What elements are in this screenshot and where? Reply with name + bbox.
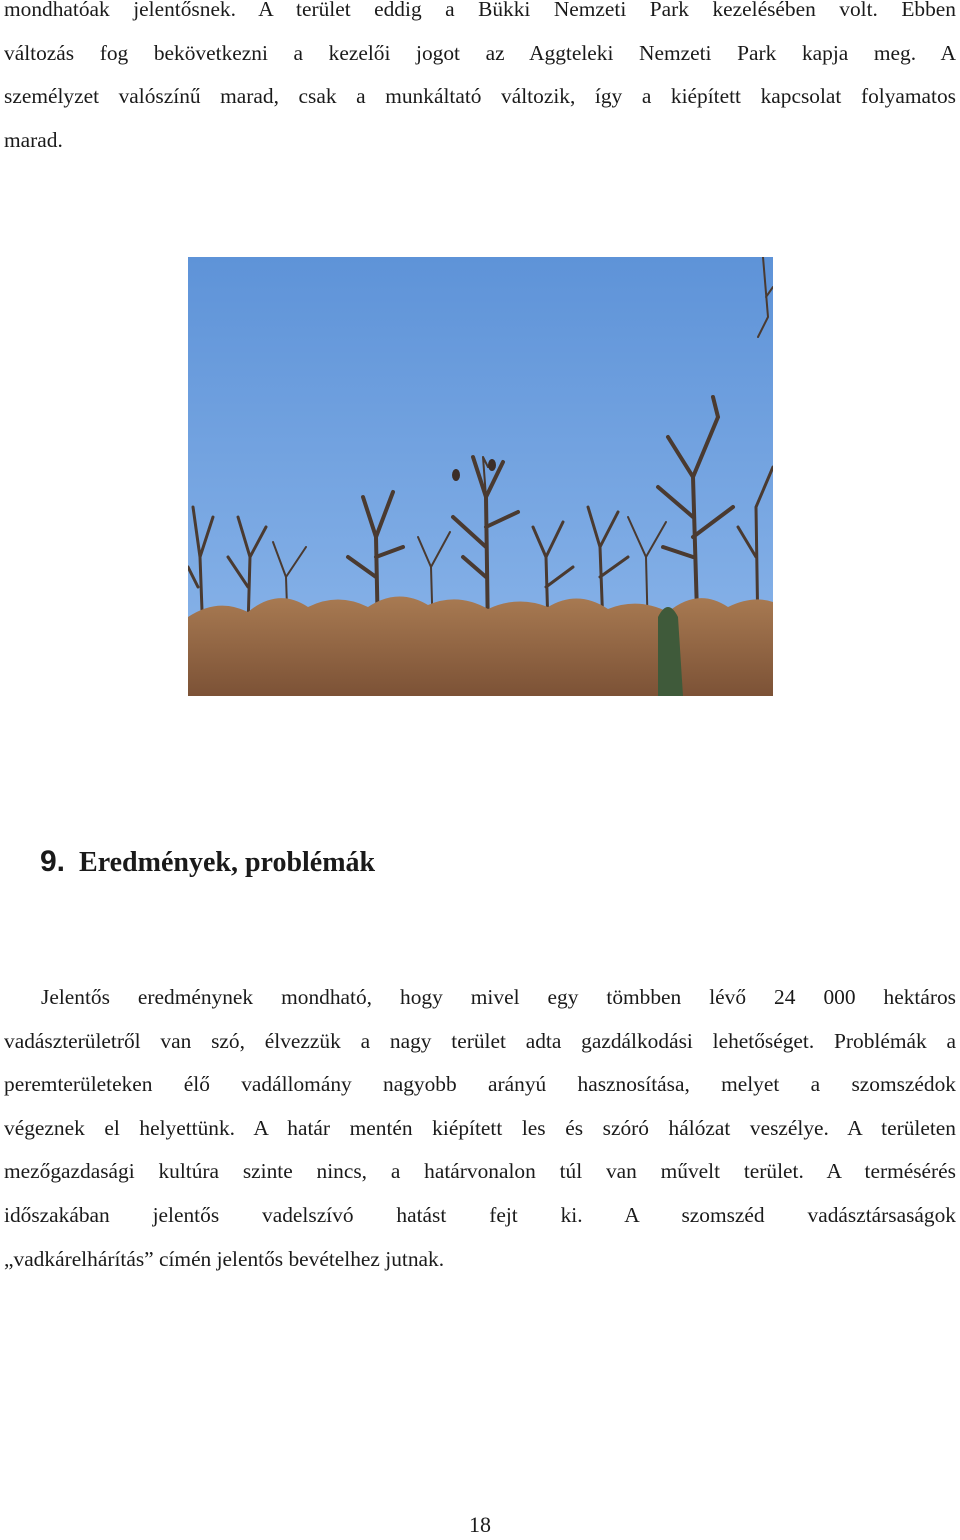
results-line: vadászterületről van szó, élvezzük a nagy terület adta gazdálkodási lehetőséget. Problémák a — [4, 1028, 956, 1053]
results-line: mezőgazdasági kultúra szinte nincs, a határvonalon túl van művelt terület. A termésérés — [4, 1159, 956, 1184]
section-title: Eredmények, problémák — [79, 847, 376, 878]
results-line: „vadkárelhárítás” címén jelentős bevételhez jutnak. — [4, 1246, 445, 1271]
section-heading — [40, 840, 375, 885]
results-paragraph — [4, 976, 956, 1281]
section-number: 9. — [40, 845, 66, 878]
page-number: 18 — [469, 1512, 491, 1537]
photo-trees-birds — [188, 257, 773, 696]
photo-brush — [188, 596, 773, 696]
intro-line: mondhatóak jelentősnek. A terület eddig a Bükki Nemzeti Park kezelésében volt. Ebben — [4, 0, 956, 21]
intro-line: személyzet valószínű marad, csak a munkáltató változik, így a kiépített kapcsolat folyamatos — [4, 84, 956, 109]
intro-line: marad. — [4, 127, 63, 152]
results-line: időszakában jelentős vadelszívó hatást fejt ki. A szomszéd vadásztársaságok — [4, 1202, 956, 1227]
intro-paragraph — [4, 0, 956, 162]
results-line: peremterületeken élő vadállomány nagyobb arányú hasznosítása, melyet a szomszédok — [4, 1072, 956, 1097]
intro-line: változás fog bekövetkezni a kezelői jogot az Aggteleki Nemzeti Park kapja meg. A — [4, 40, 956, 65]
results-line: végeznek el helyettünk. A határ mentén kiépített les és szóró hálózat veszélye. A területen — [4, 1115, 956, 1140]
results-line: Jelentős eredménynek mondható, hogy mivel egy tömbben lévő 24 000 hektáros — [41, 985, 956, 1009]
